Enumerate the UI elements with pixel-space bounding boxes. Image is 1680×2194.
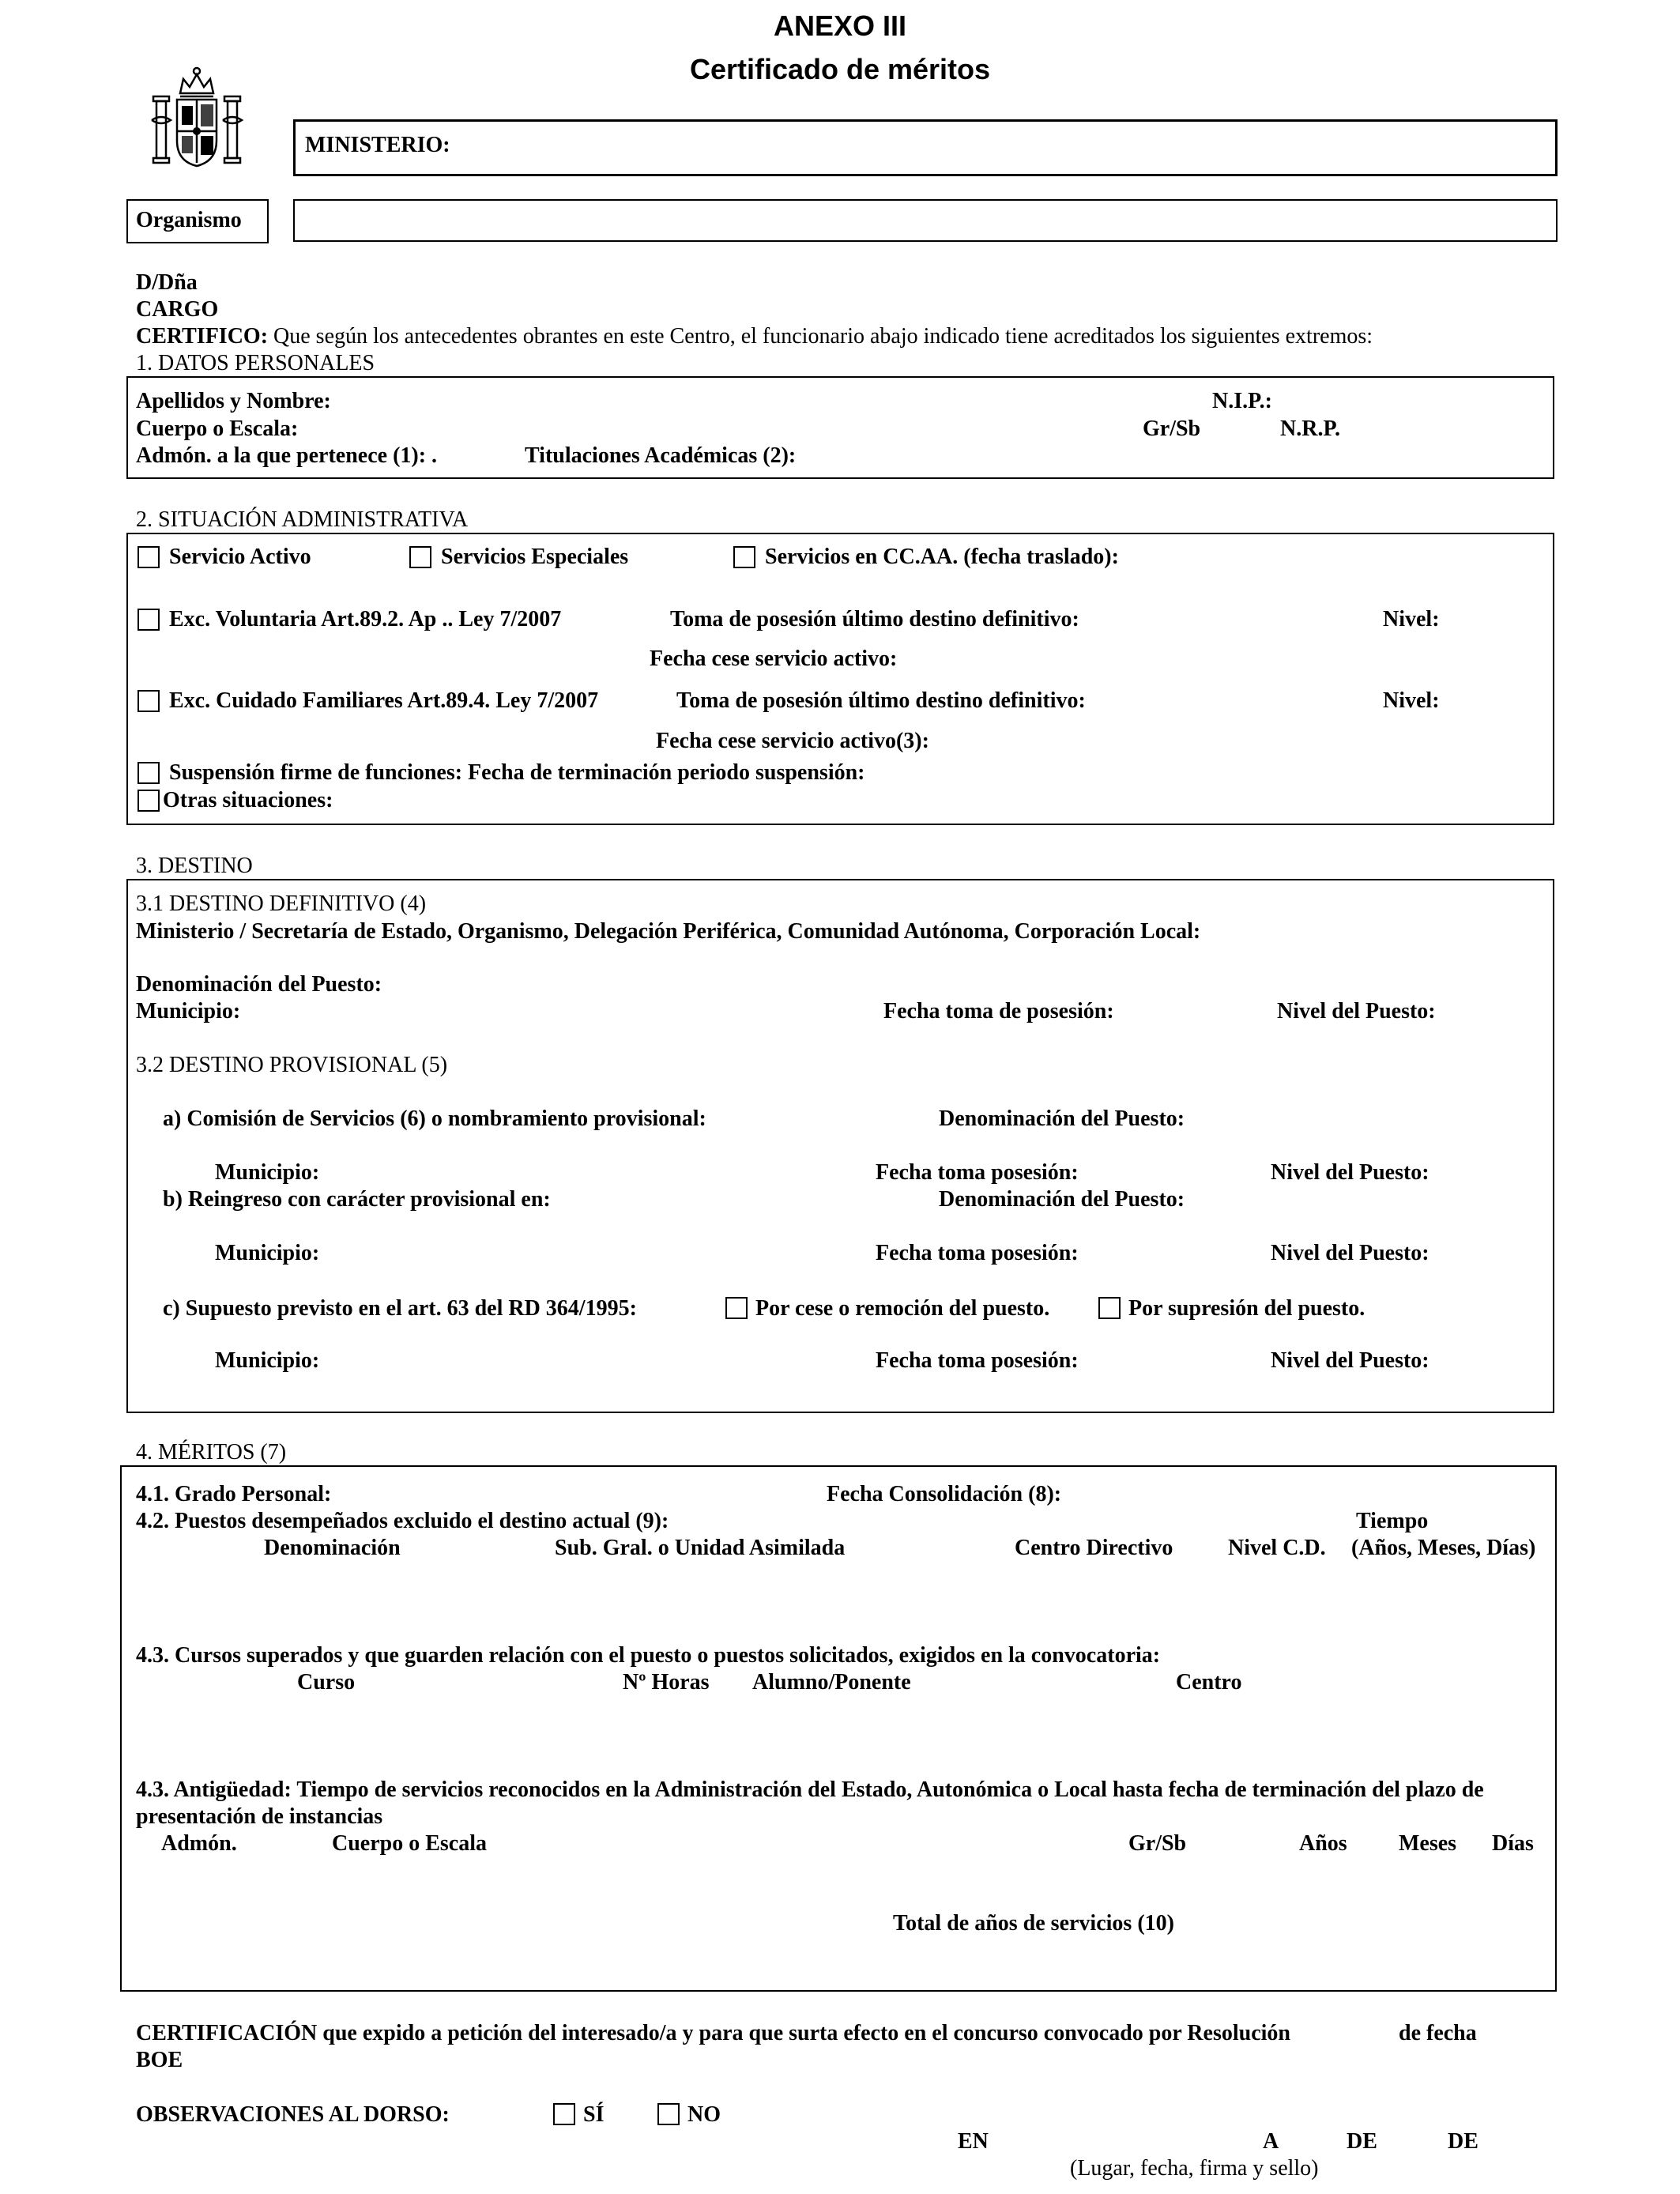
observaciones-label: OBSERVACIONES AL DORSO: xyxy=(136,2102,450,2127)
col-horas: Nº Horas xyxy=(623,1670,710,1695)
toma-posesion-label-1: Toma de posesión último destino definitivo: xyxy=(670,607,1079,631)
comision-municipio-label: Municipio: xyxy=(215,1160,320,1185)
section-4-title: 4. MÉRITOS xyxy=(136,1440,255,1465)
reingreso-fecha-label: Fecha toma posesión: xyxy=(876,1241,1079,1265)
ministerio-label: MINISTERIO: xyxy=(305,133,450,157)
col-centro: Centro xyxy=(1176,1670,1242,1695)
comision-nivel-label: Nivel del Puesto: xyxy=(1271,1160,1430,1185)
antiguedad-label-2: presentación de instancias xyxy=(136,1804,383,1829)
puestos-desempenados-label: 4.2. Puestos desempeñados excluido el destino actual (9): xyxy=(136,1509,669,1533)
servicio-activo-label: Servicio Activo xyxy=(169,545,311,569)
destino-definitivo-heading: 3.1 DESTINO DEFINITIVO (4) xyxy=(136,892,427,916)
supuesto-label: c) Supuesto previsto en el art. 63 del RD 364/1995: xyxy=(163,1296,637,1321)
supuesto-fecha-label: Fecha toma posesión: xyxy=(876,1348,1079,1373)
servicios-especiales-label: Servicios Especiales xyxy=(441,545,629,569)
servicio-activo-checkbox[interactable] xyxy=(137,546,160,568)
fecha-toma-label: Fecha toma de posesión: xyxy=(883,999,1114,1023)
col-alumno-ponente: Alumno/Ponente xyxy=(752,1670,911,1695)
exc-voluntaria-label: Exc. Voluntaria Art.89.2. Ap .. Ley 7/2007 xyxy=(169,607,562,631)
col-admon: Admón. xyxy=(161,1831,237,1856)
coat-of-arms-icon xyxy=(149,65,245,172)
otras-situaciones-checkbox[interactable] xyxy=(137,790,160,812)
exc-cuidado-checkbox[interactable] xyxy=(137,690,160,712)
col-curso: Curso xyxy=(297,1670,356,1695)
servicios-ccaa-label: Servicios en CC.AA. (fecha traslado): xyxy=(765,545,1119,569)
organismo-field[interactable] xyxy=(293,199,1558,242)
grado-personal-label: 4.1. Grado Personal: xyxy=(136,1482,332,1506)
grsb-label: Gr/Sb xyxy=(1143,417,1201,441)
section-3-box xyxy=(126,879,1554,1413)
de-fecha-label: de fecha xyxy=(1399,2021,1477,2045)
observaciones-si-checkbox[interactable] xyxy=(553,2103,575,2125)
municipio-label: Municipio: xyxy=(136,999,241,1023)
denominacion-puesto-label: Denominación del Puesto: xyxy=(136,972,382,997)
boe-label: BOE xyxy=(136,2048,183,2072)
reingreso-denominacion-label: Denominación del Puesto: xyxy=(939,1187,1185,1212)
col-cuerpo-escala: Cuerpo o Escala xyxy=(332,1831,487,1856)
col-meses: Meses xyxy=(1399,1831,1457,1856)
en-label: EN xyxy=(958,2129,989,2154)
nip-label: N.I.P.: xyxy=(1212,389,1272,413)
reingreso-municipio-label: Municipio: xyxy=(215,1241,320,1265)
nivel-puesto-label: Nivel del Puesto: xyxy=(1277,999,1436,1023)
organismo-label: Organismo xyxy=(136,208,242,232)
col-denominacion: Denominación xyxy=(264,1536,401,1560)
reingreso-nivel-label: Nivel del Puesto: xyxy=(1271,1241,1430,1265)
a-label: A xyxy=(1263,2129,1279,2154)
page-title: ANEXO III xyxy=(773,9,907,42)
section-1-heading: 1. DATOS PERSONALES xyxy=(136,351,375,375)
nivel-label-2: Nivel: xyxy=(1383,688,1440,713)
ddna-label: D/Dña xyxy=(136,270,198,295)
suspension-checkbox[interactable] xyxy=(137,762,160,784)
observaciones-si-label: SÍ xyxy=(583,2102,605,2127)
ministerio-line: Ministerio / Secretaría de Estado, Organismo, Delegación Periférica, Comunidad Autónoma, Corporación Local: xyxy=(136,919,1201,944)
page-subtitle: Certificado de méritos xyxy=(689,53,991,85)
cese-remocion-checkbox[interactable] xyxy=(725,1297,748,1319)
cargo-label: CARGO xyxy=(136,297,219,322)
section-3-heading: 3. DESTINO xyxy=(136,854,253,878)
fecha-cese-label-1: Fecha cese servicio activo: xyxy=(650,647,898,671)
certificacion-text: CERTIFICACIÓN que expido a petición del interesado/a y para que surta efecto en el concurso convocado por Resolución xyxy=(136,2021,1290,2045)
col-nivel-cd: Nivel C.D. xyxy=(1228,1536,1326,1560)
exc-cuidado-label: Exc. Cuidado Familiares Art.89.4. Ley 7/2007 xyxy=(169,688,599,713)
toma-posesion-label-2: Toma de posesión último destino definitivo: xyxy=(676,688,1086,713)
supresion-label: Por supresión del puesto. xyxy=(1128,1296,1365,1321)
comision-denominacion-label: Denominación del Puesto: xyxy=(939,1106,1185,1131)
certifico-label: CERTIFICO: xyxy=(136,324,269,349)
col-anos-meses-dias: (Años, Meses, Días) xyxy=(1351,1536,1536,1560)
certifico-text: Que según los antecedentes obrantes en este Centro, el funcionario abajo indicado tiene acreditados los siguientes extremos: xyxy=(273,324,1373,349)
otras-situaciones-label: Otras situaciones: xyxy=(163,788,333,812)
col-grsb: Gr/Sb xyxy=(1128,1831,1187,1856)
de-label-1: DE xyxy=(1347,2129,1377,2154)
lugar-fecha-firma-label: (Lugar, fecha, firma y sello) xyxy=(1070,2156,1319,2181)
nrp-label: N.R.P. xyxy=(1280,417,1340,441)
certifico-line xyxy=(136,324,1373,349)
apellidos-label: Apellidos y Nombre: xyxy=(136,389,331,413)
section-2-heading: 2. SITUACIÓN ADMINISTRATIVA xyxy=(136,507,469,532)
cese-remocion-label: Por cese o remoción del puesto. xyxy=(755,1296,1050,1321)
reingreso-label: b) Reingreso con carácter provisional en: xyxy=(163,1187,551,1212)
supresion-checkbox[interactable] xyxy=(1098,1297,1121,1319)
titulaciones-label: Titulaciones Académicas (2): xyxy=(525,443,797,468)
ministerio-field[interactable] xyxy=(293,119,1558,176)
col-subgral: Sub. Gral. o Unidad Asimilada xyxy=(555,1536,846,1560)
admon-label: Admón. a la que pertenece (1): . xyxy=(136,443,438,468)
total-anos-label: Total de años de servicios (10) xyxy=(893,1911,1174,1936)
suspension-label: Suspensión firme de funciones: Fecha de terminación periodo suspensión: xyxy=(169,760,865,785)
antiguedad-label: 4.3. Antigüedad: Tiempo de servicios reconocidos en la Administración del Estado, Autonómica o Local hasta fecha de terminación del plazo de xyxy=(136,1777,1484,1802)
supuesto-municipio-label: Municipio: xyxy=(215,1348,320,1373)
servicios-ccaa-checkbox[interactable] xyxy=(733,546,755,568)
de-label-2: DE xyxy=(1448,2129,1478,2154)
col-anos: Años xyxy=(1299,1831,1347,1856)
section-4-heading xyxy=(136,1440,286,1465)
nivel-label-1: Nivel: xyxy=(1383,607,1440,631)
observaciones-no-checkbox[interactable] xyxy=(657,2103,680,2125)
comision-servicios-label: a) Comisión de Servicios (6) o nombramiento provisional: xyxy=(163,1106,706,1131)
fecha-cese-label-2: Fecha cese servicio activo(3): xyxy=(656,729,929,753)
section-4-note: (7) xyxy=(260,1440,287,1465)
supuesto-nivel-label: Nivel del Puesto: xyxy=(1271,1348,1430,1373)
tiempo-header: Tiempo xyxy=(1356,1509,1429,1533)
observaciones-no-label: NO xyxy=(687,2102,721,2127)
cuerpo-label: Cuerpo o Escala: xyxy=(136,417,299,441)
col-centro-directivo: Centro Directivo xyxy=(1015,1536,1173,1560)
fecha-consolidacion-label: Fecha Consolidación (8): xyxy=(827,1482,1062,1506)
servicios-especiales-checkbox[interactable] xyxy=(409,546,431,568)
cursos-label: 4.3. Cursos superados y que guarden relación con el puesto o puestos solicitados, exigidos en la convocatoria: xyxy=(136,1643,1161,1668)
exc-voluntaria-checkbox[interactable] xyxy=(137,609,160,631)
col-dias: Días xyxy=(1492,1831,1534,1856)
comision-fecha-label: Fecha toma posesión: xyxy=(876,1160,1079,1185)
destino-provisional-heading: 3.2 DESTINO PROVISIONAL (5) xyxy=(136,1053,448,1077)
